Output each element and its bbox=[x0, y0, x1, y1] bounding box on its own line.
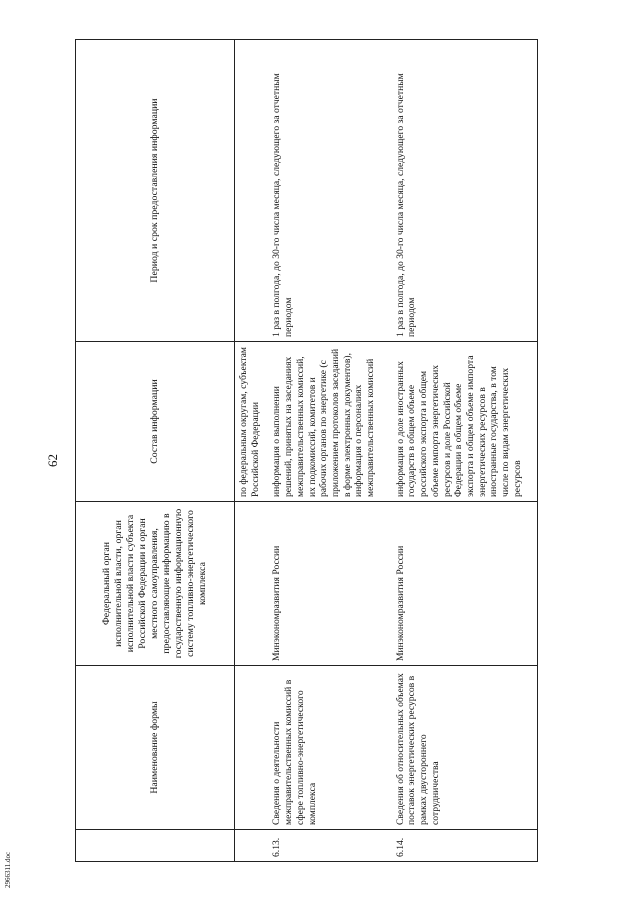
cell-authority bbox=[235, 502, 268, 666]
forms-table bbox=[75, 39, 538, 862]
header-authority: Федеральный орган исполнительной власти, орган исполнительной власти субъекта Российской Федерации и орган местного самоуправления, предоставляющие информацию в государственную информационную систему топливно-энергетического комплекса bbox=[76, 502, 235, 666]
header-composition: Состав информации bbox=[76, 342, 235, 502]
table-row bbox=[391, 40, 538, 862]
header-form-name: Наименование формы bbox=[76, 666, 235, 830]
cell-number bbox=[235, 830, 268, 862]
document-code: 2966311.doc bbox=[4, 851, 12, 888]
cell-composition: информация о доле иностранных государств в общем объеме российского экспорта и общем объеме импорта энергетических ресурсов и доле Российской Федерации в общем объеме экспорта и общем объеме импорта энергетических ресурсов в иностранные государства, в том числе по видам энергетических ресурсов bbox=[391, 342, 538, 502]
cell-period bbox=[235, 40, 268, 342]
header-period: Период и срок предоставления информации bbox=[76, 40, 235, 342]
cell-authority: Минэкономразвития России bbox=[391, 502, 538, 666]
cell-form-name: Сведения о деятельности межправительственных комиссий в сфере топливно-энергетического комплекса bbox=[267, 666, 390, 830]
cell-period: 1 раз в полгода, до 30-го числа месяца, следующего за отчетным периодом bbox=[267, 40, 390, 342]
header-number bbox=[76, 830, 235, 862]
cell-number: 6.14. bbox=[391, 830, 538, 862]
table-header-row bbox=[76, 40, 235, 862]
cell-form-name: Сведения об относительных объемах поставок энергетических ресурсов в рамках двустороннего сотрудничества bbox=[391, 666, 538, 830]
cell-authority: Минэкономразвития России bbox=[267, 502, 390, 666]
table-row bbox=[267, 40, 390, 862]
cell-composition: по федеральным округам, субъектам Российской Федерации bbox=[235, 342, 268, 502]
cell-form-name bbox=[235, 666, 268, 830]
document-page bbox=[43, 40, 611, 862]
table-row bbox=[235, 40, 268, 862]
page-number: 62 bbox=[45, 454, 60, 467]
cell-period: 1 раз в полгода, до 30-го числа месяца, следующего за отчетным периодом bbox=[391, 40, 538, 342]
cell-number: 6.13. bbox=[267, 830, 390, 862]
cell-composition: информация о выполнении решений, принятых на заседаниях межправительственных комиссий, их подкомиссий, комитетов и рабочих органов по энергетике (с приложением протоколов заседаний в форме электронных документов), информация о персоналиях межправительственных комиссий bbox=[267, 342, 390, 502]
